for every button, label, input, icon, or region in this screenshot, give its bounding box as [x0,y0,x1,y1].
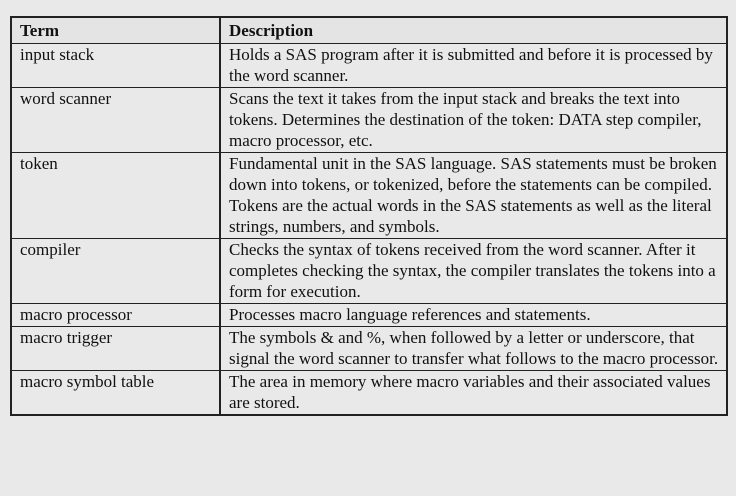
term-column-header: Term [12,18,220,44]
glossary-table-container [10,16,728,416]
term-cell: token [12,153,220,239]
table-header [12,18,726,44]
table-row [12,371,726,415]
table-row [12,44,726,88]
table-row [12,304,726,327]
description-cell: Holds a SAS program after it is submitted and before it is processed by the word scanner. [220,44,726,88]
table-row [12,153,726,239]
table-row [12,88,726,153]
header-row [12,18,726,44]
term-cell: macro trigger [12,327,220,371]
description-cell: Fundamental unit in the SAS language. SAS statements must be broken down into tokens, or tokenized, before the statements can be compiled. Tokens are the actual words in the SAS statements as well as the literal strings, numbers, and symbols. [220,153,726,239]
table-row [12,327,726,371]
description-cell: The symbols & and %, when followed by a letter or underscore, that signal the word scanner to transfer what follows to the macro processor. [220,327,726,371]
table-row [12,239,726,304]
glossary-table [12,18,726,414]
term-cell: compiler [12,239,220,304]
description-cell: Checks the syntax of tokens received from the word scanner. After it completes checking the syntax, the compiler translates the tokens into a form for execution. [220,239,726,304]
term-cell: word scanner [12,88,220,153]
term-cell: input stack [12,44,220,88]
description-cell: Processes macro language references and statements. [220,304,726,327]
description-cell: The area in memory where macro variables and their associated values are stored. [220,371,726,415]
term-cell: macro processor [12,304,220,327]
term-cell: macro symbol table [12,371,220,415]
table-body [12,44,726,415]
description-cell: Scans the text it takes from the input stack and breaks the text into tokens. Determines the destination of the token: DATA step compiler, macro processor, etc. [220,88,726,153]
description-column-header: Description [220,18,726,44]
